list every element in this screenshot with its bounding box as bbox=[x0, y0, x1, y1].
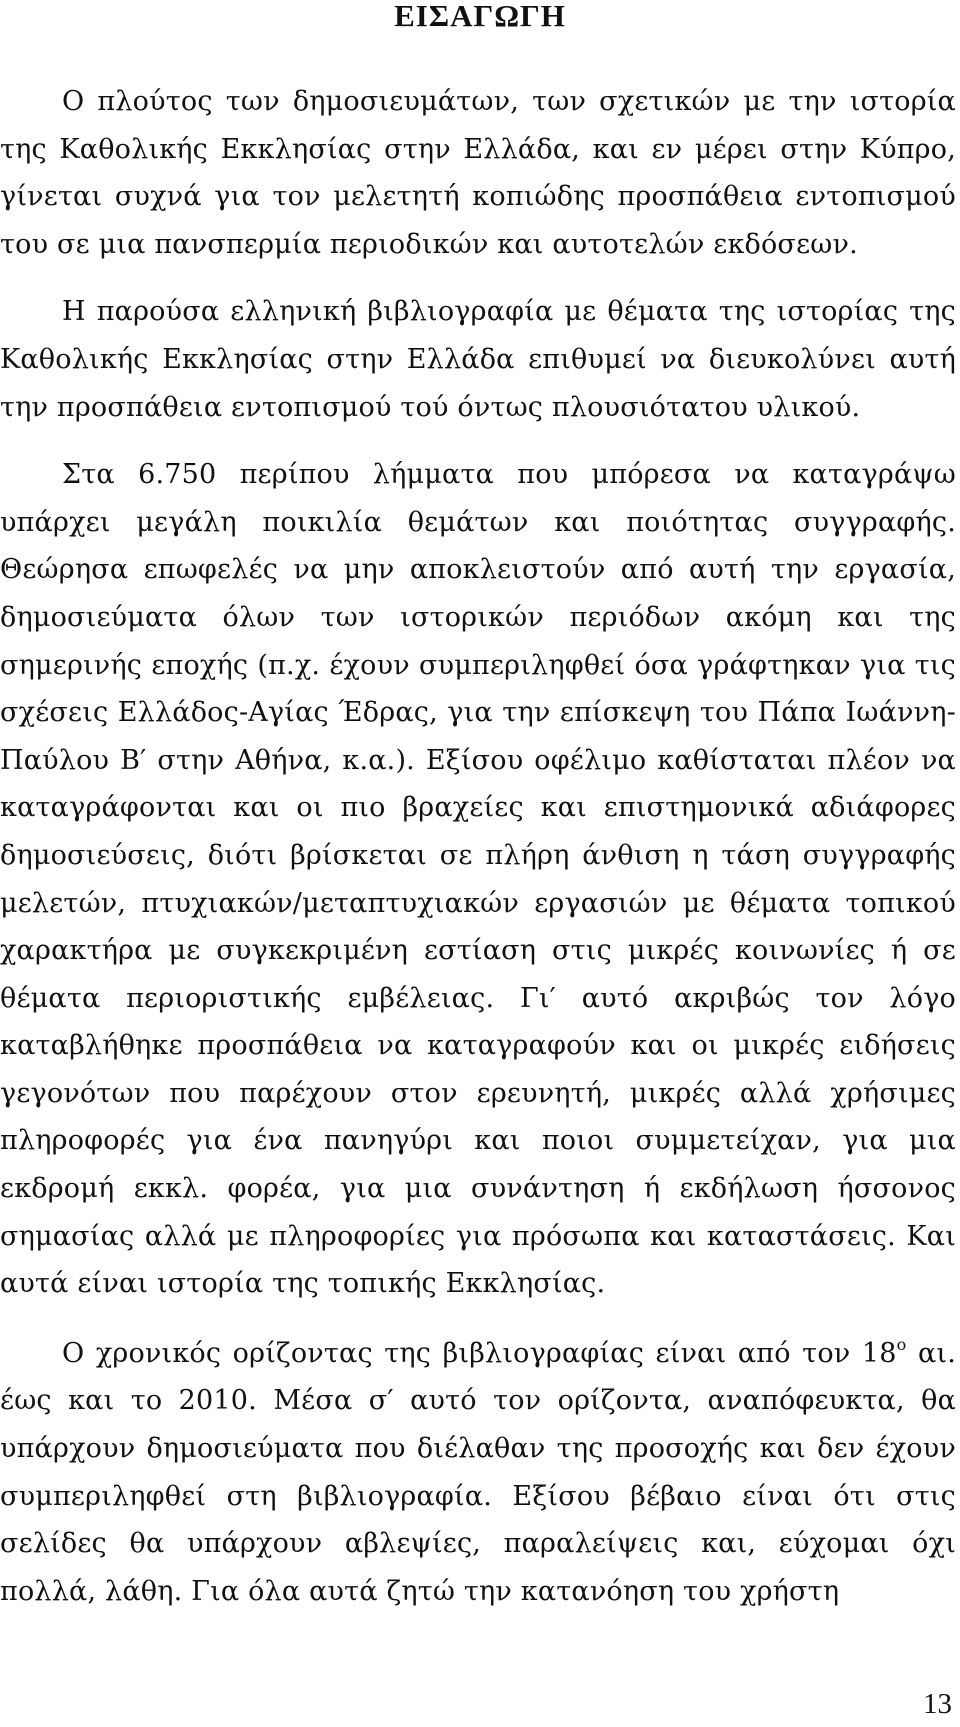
page-number: 13 bbox=[923, 1688, 952, 1720]
paragraph-2: Η παρούσα ελληνική βιβλιογραφία με θέματα της ιστορίας της Καθολικής Εκκλησίας στην Ελλάδα επιθυμεί να διευκολύνει αυτή την προσπάθεια εντοπισμού τού όντως πλουσιότατου υλικού. bbox=[0, 296, 956, 423]
paragraph-3: Στα 6.750 περίπου λήμματα που μπόρεσα να καταγράψω υπάρχει μεγάλη ποικιλία θεμάτων και ποιότητας συγγραφής. Θεώρησα επωφελές να μην αποκλειστούν από αυτή την εργασία, δημοσιεύματα όλων των ιστορικών περιόδων ακόμη και της σημερινής εποχής (π.χ. έχουν συμπεριληφθεί όσα γράφτηκαν για τις σχέσεις Ελλάδος-Αγίας Έδρας, για την επίσκεψη του Πάπα Ιωάννη-Παύλου Β′ στην Αθήνα, κ.α.). Εξίσου οφέλιμο καθίσταται πλέον να καταγράφονται και οι πιο βραχείες και επιστημονικά αδιάφορες δημοσιεύσεις, διότι βρίσκεται σε πλήρη άνθιση η τάση συγγραφής μελετών, πτυχιακών/μεταπτυχιακών εργασιών με θέματα τοπικού χαρακτήρα με συγκεκριμένη εστίαση στις μικρές κοινωνίες ή σε θέματα περιοριστικής εμβέλειας. Γι′ αυτό ακριβώς τον λόγο καταβλήθηκε προσπάθεια να καταγραφούν και οι μικρές ειδήσεις γεγονότων που παρέχουν στον ερευνητή, μικρές αλλά χρήσιμες πληροφορές για ένα πανηγύρι και ποιοι συμμετείχαν, για μια εκδρομή εκκλ. φορέα, για μια συνάντηση ή εκδήλωση ήσσονος σημασίας αλλά με πληροφορίες για πρόσωπα και καταστάσεις. Και αυτά είναι ιστορία της τοπικής Εκκλησίας. bbox=[0, 459, 956, 1300]
paragraph-4-start: Ο χρονικός ορίζοντας της βιβλιογραφίας είναι από τον 18 bbox=[62, 1337, 897, 1369]
body-text bbox=[0, 78, 956, 1615]
ordinal-superscript: ο bbox=[896, 1334, 907, 1354]
paragraph-4-rest: αι. έως και το 2010. Μέσα σ′ αυτό τον ορίζοντα, αναπόφευκτα, θα υπάρχουν δημοσιεύματα που διέλαθαν της προσοχής και δεν έχουν συμπεριληφθεί στη βιβλιογραφία. Εξίσου βέβαιο είναι ότι στις σελίδες θα υπάρχουν αβλεψίες, παραλείψεις και, εύχομαι όχι πολλά, λάθη. Για όλα αυτά ζητώ την κατανόηση του χρήστη bbox=[0, 1337, 956, 1607]
paragraph-1: Ο πλούτος των δημοσιευμάτων, των σχετικών με την ιστορία της Καθολικής Εκκλησίας στην Ελλάδα, και εν μέρει στην Κύπρο, γίνεται συχνά για τον μελετητή κοπιώδης προσπάθεια εντοπισμού του σε μια πανσπερμία περιοδικών και αυτοτελών εκδόσεων. bbox=[0, 86, 956, 260]
paragraph-4 bbox=[0, 1330, 956, 1616]
page-heading: ΕΙΣΑΓΩΓΗ bbox=[394, 0, 566, 33]
